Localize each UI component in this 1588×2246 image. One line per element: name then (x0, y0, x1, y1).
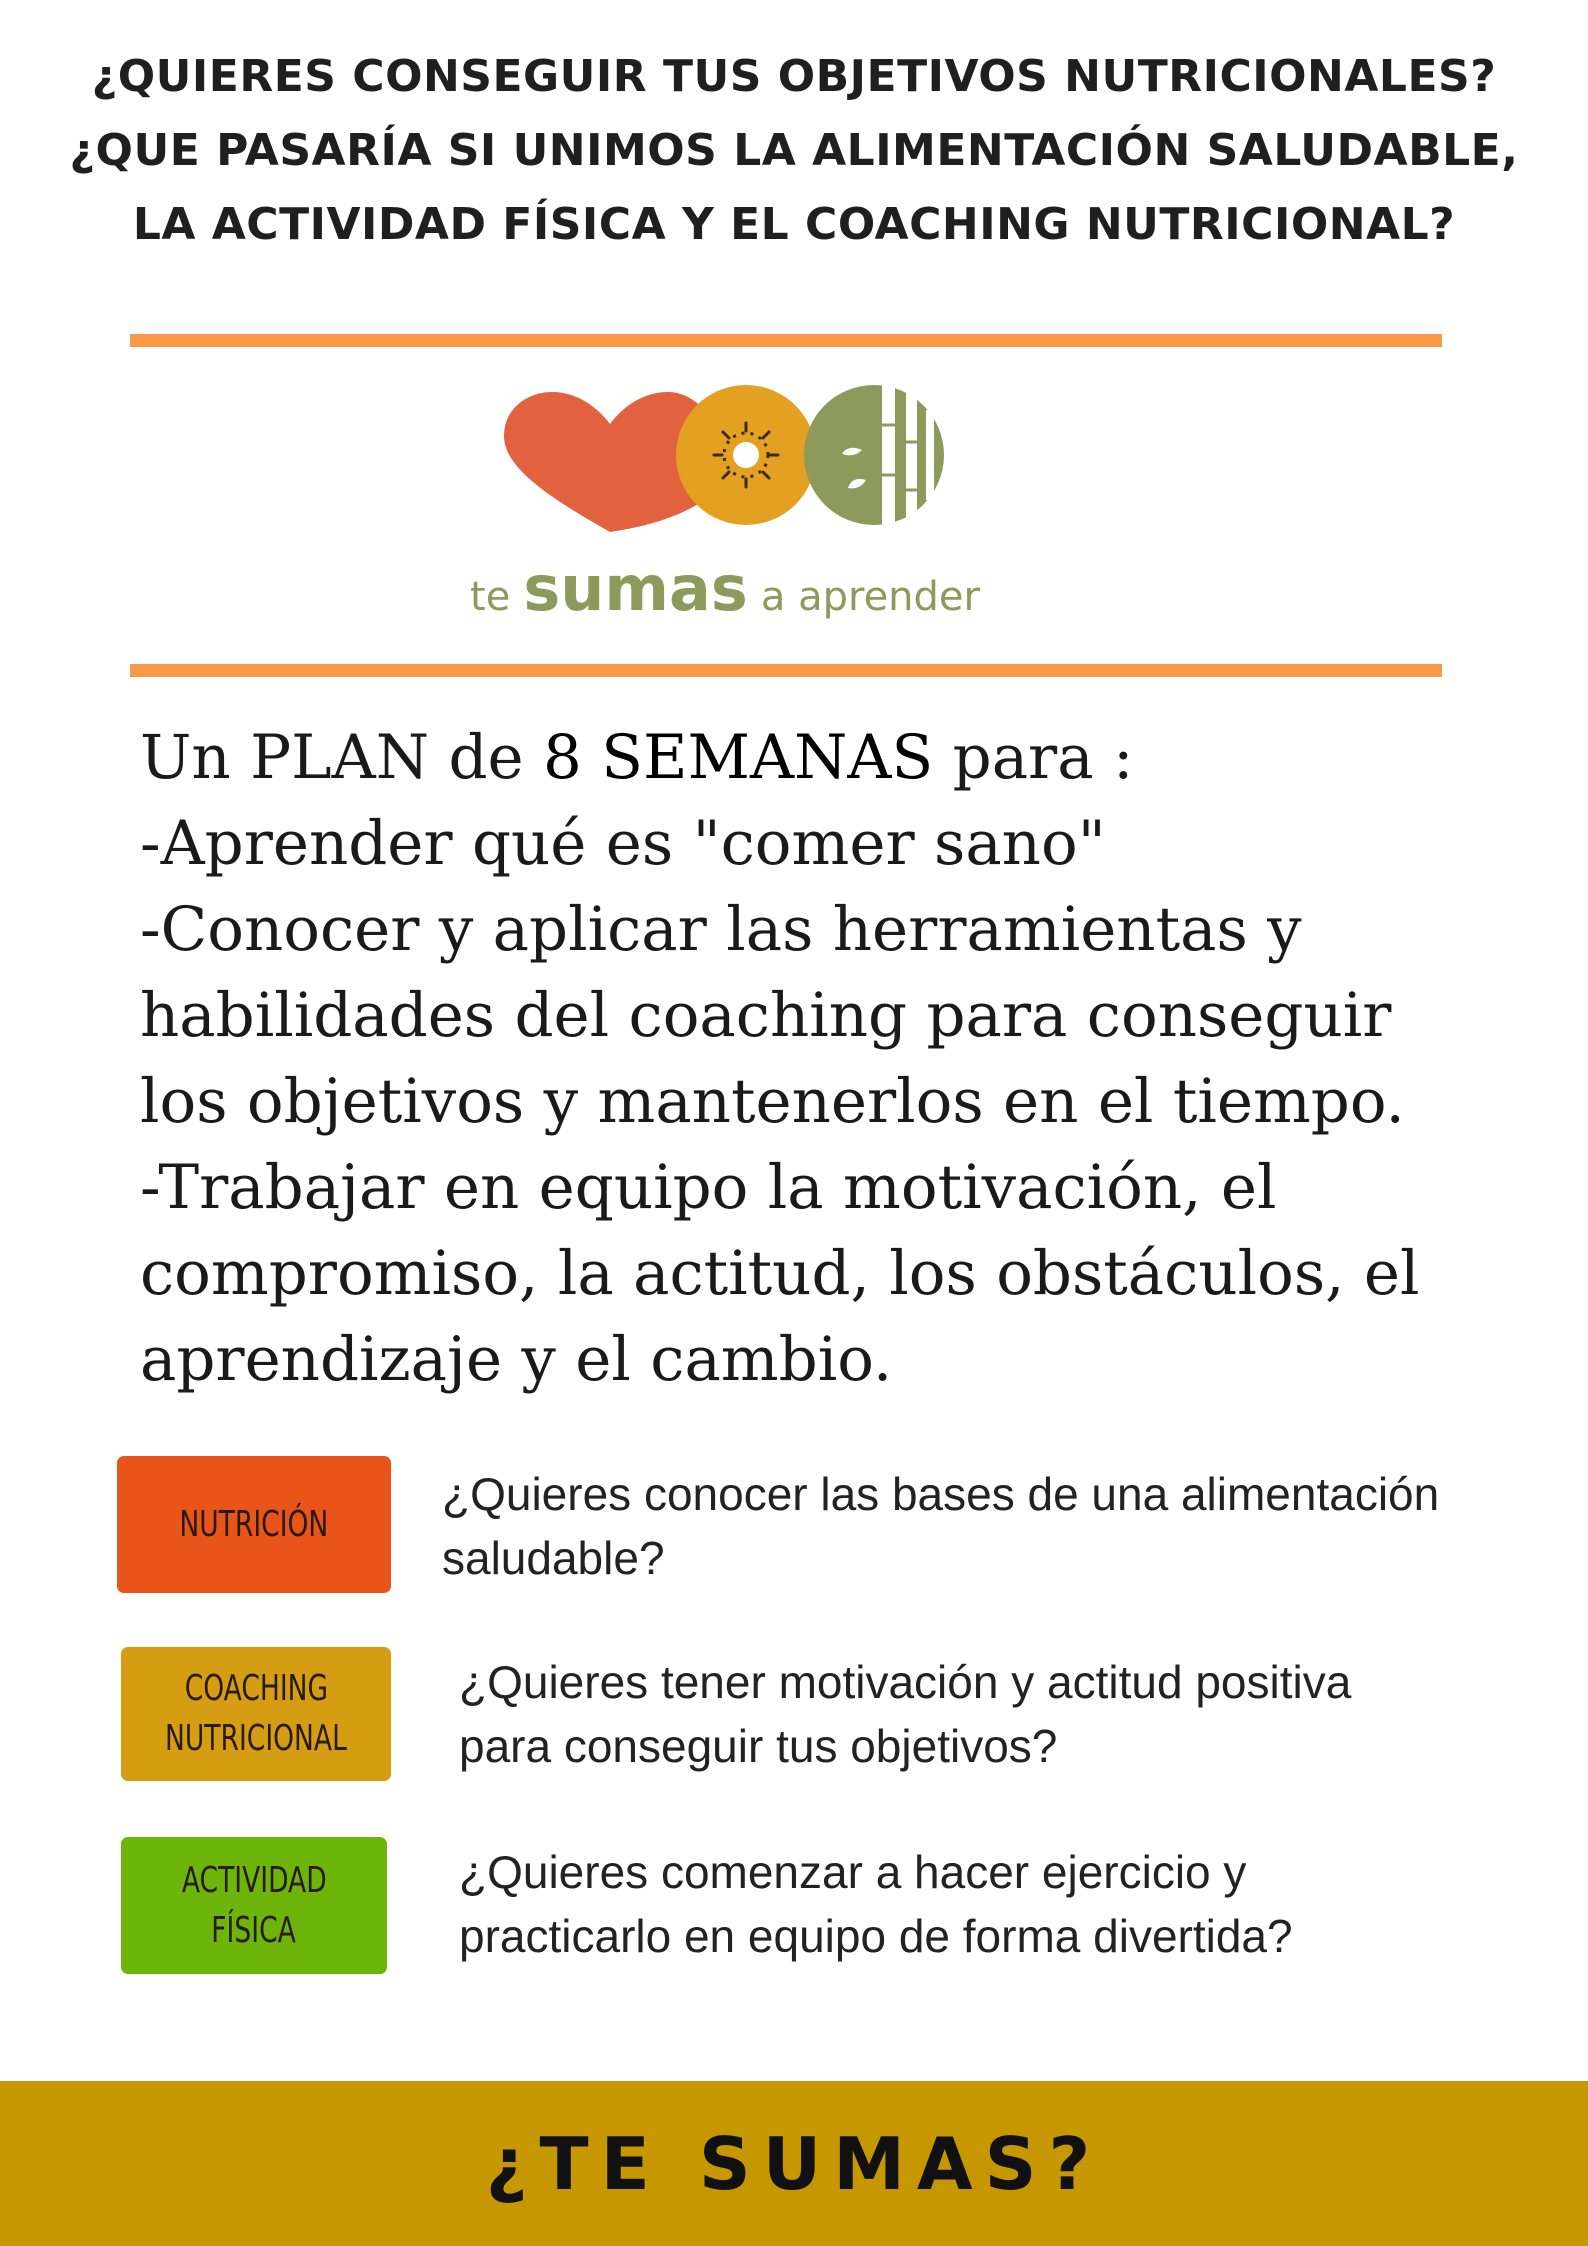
plan-line: compromiso, la actitud, los obstáculos, el (140, 1238, 1420, 1309)
plan-line: -Aprender qué es "comer sano" (140, 808, 1106, 879)
logo-word-pre: te (470, 574, 511, 620)
logo-word-post: a aprender (760, 574, 980, 620)
coaching-badge (121, 1647, 391, 1781)
plan-line: habilidades del coaching para conseguir (140, 980, 1392, 1051)
brand-logo (470, 380, 980, 640)
heading-line: ¿QUE PASARÍA SI UNIMOS LA ALIMENTACIÓN SALUDABLE, (69, 125, 1519, 176)
badge-label: NUTRICIONAL (165, 1718, 347, 1759)
bamboo-icon (804, 385, 958, 525)
heading-line: ¿QUIERES CONSEGUIR TUS OBJETIVOS NUTRICIONALES? (91, 51, 1497, 102)
badge-label: FÍSICA (211, 1909, 297, 1951)
plan-description (140, 715, 1470, 1403)
plan-title: Un PLAN de 8 SEMANAS para : (140, 722, 1134, 793)
footer-banner (0, 2081, 1588, 2246)
actividad-question: ¿Quieres comenzar a hacer ejercicio y practicarlo en equipo de forma divertida? (459, 1846, 1293, 1962)
plan-line: los objetivos y mantenerlos en el tiempo. (140, 1066, 1405, 1137)
badge-label: NUTRICIÓN (179, 1503, 329, 1545)
actividad-badge (121, 1837, 387, 1974)
page-heading (30, 40, 1558, 262)
call-to-action: ¿TE SUMAS? (485, 2121, 1103, 2206)
badge-label: ACTIVIDAD (181, 1859, 327, 1901)
bottom-divider (130, 664, 1442, 677)
heading-line: LA ACTIVIDAD FÍSICA Y EL COACHING NUTRICIONAL? (132, 199, 1456, 250)
plan-line: aprendizaje y el cambio. (140, 1324, 893, 1395)
kiwi-icon (676, 385, 816, 525)
nutricion-badge (117, 1456, 391, 1593)
badge-label: COACHING (184, 1668, 328, 1709)
plan-line: -Trabajar en equipo la motivación, el (140, 1152, 1277, 1223)
top-divider (130, 334, 1442, 347)
plan-line: -Conocer y aplicar las herramientas y (140, 894, 1302, 965)
coaching-question: ¿Quieres tener motivación y actitud positiva para conseguir tus objetivos? (459, 1656, 1352, 1772)
logo-wordmark (470, 552, 981, 625)
nutricion-question: ¿Quieres conocer las bases de una alimentación saludable? (442, 1468, 1440, 1584)
plan-duration: 8 SEMANAS (543, 722, 934, 793)
logo-word-main: sumas (523, 552, 748, 625)
